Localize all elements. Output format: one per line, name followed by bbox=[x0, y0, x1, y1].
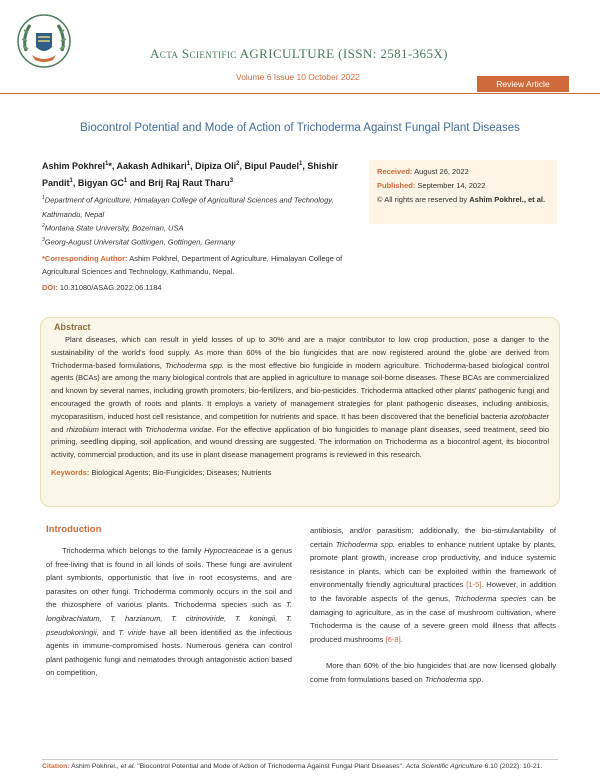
author-name: Brij Raj Raut Tharu bbox=[148, 178, 230, 188]
affiliation-3: $^3$Georg-August Universitat Gottingen, Gottingen, Germany bbox=[42, 237, 236, 247]
abstract-heading: Abstract bbox=[54, 322, 91, 332]
corresponding-author: *Corresponding Author: Ashim Pokhrel, Department of Agriculture, Himalayan College of Agricultural Sciences and Technology, Kathmandu, Nepal. bbox=[42, 254, 343, 276]
published-date: Published: September 14, 2022 bbox=[377, 181, 486, 190]
intro-paragraph-1-cont: antibiosis, and/or parasitism; additionally, the bio-stimulantability of certain Trichoderma spp. enables to enhance nutrient uptake by plants, promote plant growth, increase crop productivity, and induce systemic resistance in plants, which can be exploited within the framework of environmentally friendly agricultural practices [1-5]. However, in addition to the favorable aspects of the genus, Trichoderma species can be damaging to agriculture, as in the case of mushroom cultivation, where Trichoderma is the cause of a severe green mold illness that affects produced mushrooms [6-8]. bbox=[310, 526, 556, 644]
author-name: Shishir Pandit bbox=[42, 161, 338, 188]
keywords: Keywords: Biological Agents; Bio-Fungicides; Diseases; Nutrients bbox=[51, 467, 272, 477]
citation-link-6-8[interactable]: [6-8] bbox=[385, 634, 401, 644]
abstract-box bbox=[40, 317, 560, 507]
author-name: Ashim Pokhrel bbox=[42, 161, 106, 171]
issue-info: Volume 6 Issue 10 October 2022 bbox=[236, 72, 360, 82]
affiliation-1: $^1$Department of Agriculture, Himalayan College of Agricultural Sciences and Technology, Kathmandu, Nepal bbox=[42, 195, 334, 219]
footer-divider bbox=[42, 759, 558, 760]
affiliation-2: $^2$Montana State University, Bozeman, USA bbox=[42, 223, 184, 233]
doi[interactable]: DOI: 10.31080/ASAG.2022.06.1184 bbox=[42, 283, 162, 292]
footer-citation: Citation: Ashim Pokhrel., et al. "Biocontrol Potential and Mode of Action of Trichoderma Against Fungal Plant Diseases". Acta Scientific Agriculture 6.10 (2022): 10-21. bbox=[42, 763, 543, 770]
header-divider bbox=[0, 93, 600, 94]
citation-link-1-5[interactable]: [1-5] bbox=[466, 580, 482, 590]
intro-paragraph-1: Trichoderma which belongs to the family Hypocreaceae is a genus of free-living that is found in all kinds of soils. These fungi are avirulent plant symbionts, opportunistic that live in root ecosystems, and are parasites on other fungi. Trichoderma commonly occurs in the soil and the rhizosphere of various plants. Trichoderma species such as T. longibrachiatum, T. harzianum, T. citrinoviride, T. koningii, T. pseudokoningii, and T. viride have all been identified as the infectious agents in immune-compromised hosts. Numerous genera can control plant pathogenic fungi and nematodes through antagonistic action based on competition, bbox=[46, 546, 293, 678]
abstract-text: Plant diseases, which can result in yield losses of up to 30% and are a major contributor to low crop production, pose a danger to the sustainability of the world's food supply. As more than 60% of the bio fungicides that are now registered around the globe are derived from Trichoderma-based formulations, Trichoderma spp. is the most effective bio fungicide in modern agriculture. Trichoderma-based biological control agents (BCAs) are among the many biological controls that are applied in agriculture to manage soil-borne diseases. These BCAs are commercialized and known by several names, including growth promoters, bio-fertilizers, and bio-pesticides. Trichoderma attacked other plants' pathogenic fungi and encouraged the growth of roots and plants. It employs a variety of management strategies for plant pathogenic diseases, including antibiosis, mycoparasitism, induced host cell resistance, and competition for nutrients and space. It has been discovered that the beneficial bacteria azotobacter and rhizobium interact with Trichoderma viridae. For the effective application of bio fungicides to manage plant diseases, seed treatment, seed bio priming, seedling dipping, soil application, and wound dressing are suggested. The information on Trichoderma as a biocontrol agent, its biocontrol activity, commercial production, and its use in plant disease management programs is reviewed in this research. bbox=[51, 335, 550, 460]
journal-logo-icon bbox=[14, 11, 74, 71]
rights-line: © All rights are reserved by Ashim Pokhrel., et al. bbox=[377, 195, 546, 204]
author-list: Ashim Pokhrel$^1$*, Aakash Adhikari$^1$, Dipiza Oli$^2$, Bipul Paudel$^1$, Shishir Pandit$^1$, Bigyan $GC^1$ and Brij Raj Raut Tharu$^3$ bbox=[42, 161, 338, 188]
received-date: Received: August 26, 2022 bbox=[377, 167, 469, 176]
paper-title: Biocontrol Potential and Mode of Action of Trichoderma Against Fungal Plant Diseases bbox=[80, 122, 520, 134]
author-name: Dipiza Oli bbox=[195, 161, 237, 171]
article-type-badge: Review Article bbox=[477, 76, 569, 92]
section-heading-introduction: Introduction bbox=[46, 524, 102, 535]
date-box bbox=[369, 160, 557, 224]
author-name: Bigyan GC bbox=[77, 178, 124, 188]
author-name: Bipul Paudel bbox=[244, 161, 299, 171]
intro-left-column bbox=[46, 544, 292, 680]
author-name: Aakash Adhikari bbox=[116, 161, 187, 171]
intro-right-column bbox=[310, 524, 556, 687]
intro-paragraph-2: More than 60% of the bio fungicides that are now licensed globally come from formulations based on Trichoderma spp. bbox=[310, 661, 556, 684]
journal-title: Acta Scientific AGRICULTURE (ISSN: 2581-365X) bbox=[150, 46, 448, 61]
